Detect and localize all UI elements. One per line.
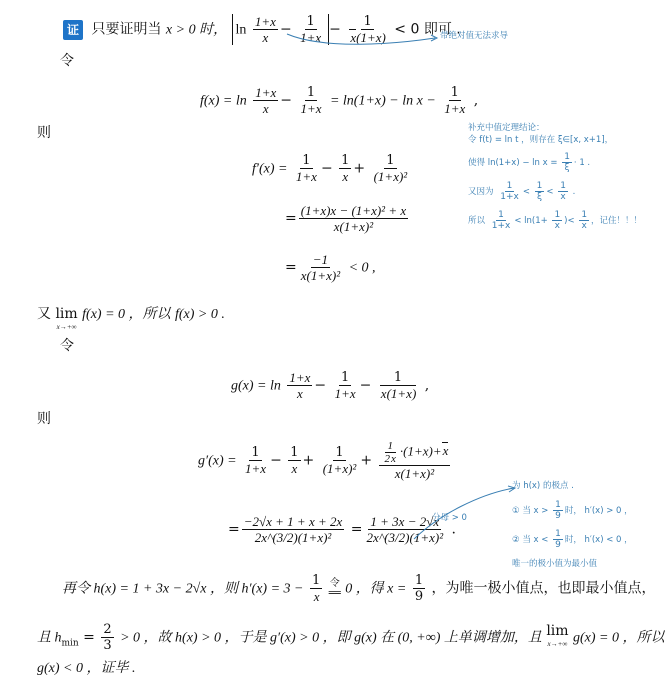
gprime-row1: g′(x) = $\frac{1}{1+x}$ − $\frac{1}{x}$ + $\frac{1}{\text{(1+x)²}}$ + $\frac{1}{2x}$ ·(1+x)+x x(1+x)² <box>198 440 449 481</box>
fprime-row3: = $\frac{-1}{\text{x(1+x)²}}$ < 0 , <box>285 252 376 283</box>
note-abs: 带绝对值无法求导 <box>440 31 509 41</box>
gprime-row2: = $\frac{-2√x + 1 + x + 2x}{\text{2x\textasciicircum{}(3/2)(1+x)²}}$ = $\frac{1 + 3x - 2√x}{\text{2x\textasciicircum{}(3/2)(1+x)²}}$ . <box>228 514 456 545</box>
ze-2: 则 <box>37 411 51 427</box>
intro-cond: x > 0 时， <box>165 22 228 38</box>
ze-1: 则 <box>37 125 51 141</box>
note-mvt: 补充中值定理结论： 令 f(t) = ln t ，则存在 ξ∈[x, x+1]， 使得 ln(1+x) − ln x = $\frac{1}{\xi}$ · 1 . 又因为 $\frac{1}{1+x}$ < $\frac{1}{\xi}$ < $\frac{1}{x}$ . 所以 $\frac{1}{1+x}$ < ln(1+ $\frac{1}{x}$ )< $\frac{1}{x}$ ，记住！！！ <box>468 123 643 231</box>
intro-text: 只要证明当 <box>91 21 162 38</box>
fprime-row1: f′(x) = $\frac{1}{1+x}$ − $\frac{1}{x}$ + $\frac{1}{\text{(1+x)²}}$ <box>252 153 408 184</box>
proof-badge: 证 <box>63 20 83 40</box>
intro-line: 证 只要证明当 x > 0 时， ln $\frac{1+x}{x}$ − $\frac{1}{1+x}$ − $\frac{1}{x(1+x)}$ < 0 即可 . <box>63 14 461 45</box>
ling-2: 令 <box>60 338 74 354</box>
hmin-line: 且 $h_{min}$ = $\frac{2}{3}$ > 0 ，故 h(x) > 0 ，于是 g′(x) > 0 ，即 g(x) 在 (0, +∞) 上单调增加，且 lim x→+∞ g(x) = 0 ，所以 <box>37 622 665 653</box>
limit-line: 又 lim x→+∞ f(x) = 0 ，所以 f(x) > 0 . <box>37 306 225 331</box>
final-line: g(x) < 0 ，证毕 . <box>37 661 136 676</box>
note-arrow-abs <box>285 32 445 50</box>
note-h: 为 h(x) 的极点 . ① 当 x > $\frac{1}{9}$ 时， h′(x) > 0 ， ② 当 x < $\frac{1}{9}$ 时， h′(x) < 0 ， 唯一的极小值为最小值 <box>512 481 633 569</box>
abs-expression: ln $\frac{1+x}{x}$ − $\frac{1}{1+x}$ <box>232 14 330 45</box>
ling-1: 令 <box>60 53 74 69</box>
f-definition: f(x) = ln $\frac{1+x}{x}$ − $\frac{1}{1+x}$ = ln(1+x) − ln x − $\frac{1}{1+x}$ , <box>200 85 479 116</box>
fprime-row2: = $\frac{\text{(1+x)x − (1+x)² + x}}{\text{x(1+x)²}}$ <box>285 203 407 234</box>
note-arrow-h <box>410 484 520 544</box>
g-definition: g(x) = ln $\frac{1+x}{x}$ − $\frac{1}{1+x}$ − $\frac{1}{x(1+x)}$ , <box>231 370 430 401</box>
h-line: 再令 h(x) = 1 + 3x − 2√x ，则 h′(x) = 3 − $\frac{1}{x}$ 令 ══ 0 ，得 x = $\frac{1}{9}$ ，为唯一极小值点，也即最小值点， <box>62 573 656 604</box>
note-fenmu: 分母 > 0 <box>432 513 467 523</box>
intro-end: < 0 即可 . <box>394 21 461 38</box>
